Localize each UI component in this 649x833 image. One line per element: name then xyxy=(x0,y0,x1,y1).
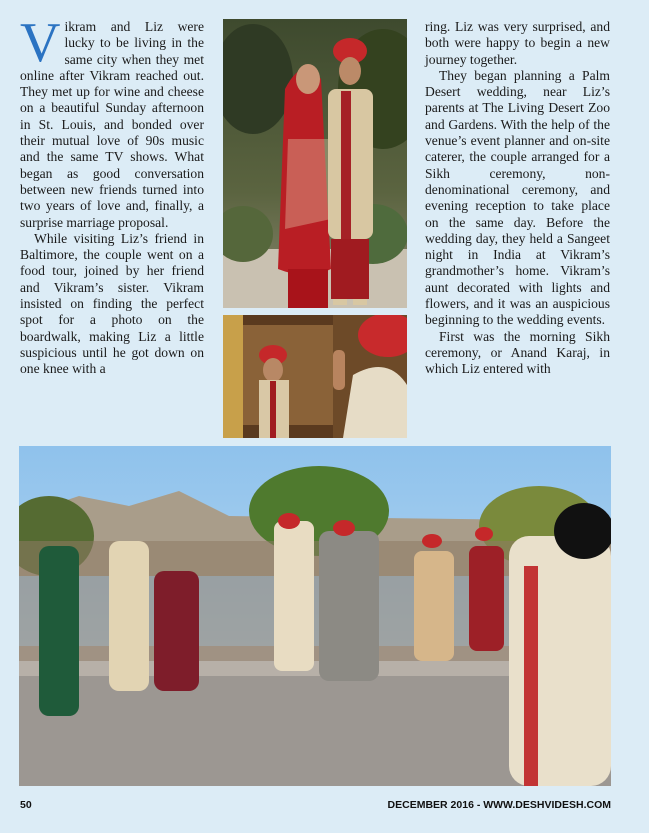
issue-and-website: DECEMBER 2016 - WWW.DESHVIDESH.COM xyxy=(387,799,611,811)
article-paragraph: ring. Liz was very surprised, and both were happy to begin a new journey together. xyxy=(425,19,610,67)
article-paragraph: While visiting Liz’s friend in Baltimore, the couple went on a food tour, joined by her friend and Vikram’s sister. Vikram insisted on finding the perfect spot for a photo on the boardwalk, making Liz a little suspicious until he got down on one knee with a xyxy=(20,230,204,377)
article-column-left xyxy=(20,12,204,378)
couple-portrait-photo xyxy=(223,19,407,308)
groom-photo xyxy=(223,315,407,438)
article-paragraph xyxy=(20,12,204,231)
article-paragraph: They began planning a Palm Desert wedding, near Liz’s parents at The Living Desert Zoo and Gardens. With the help of the venue’s event planner and on-site caterer, the couple arranged for a Sikh ceremony, non-denominational ceremony, and evening reception to take place on the same day. Before the wedding day, they held a Sangeet night in India at Vikram’s grandmother’s home. Vikram’s aunt decorated with lights and flowers, and it was an auspicious beginning to the wedding events. xyxy=(425,67,610,328)
baraat-dance-photo xyxy=(19,446,611,786)
article-paragraph: First was the morning Sikh ceremony, or Anand Karaj, in which Liz entered with xyxy=(425,328,610,377)
drop-cap: V xyxy=(20,12,61,74)
paragraph-text: ikram and Liz were lucky to be living in the same city when they met online after Vikram reached out. They met up for wine and cheese on a beautiful Sunday afternoon in St. Louis, and bonded over their mutual love of 90s music and the same TV shows. What began as good conversation between new friends turned into two years of love and, finally, a surprise marriage proposal. xyxy=(20,19,204,230)
page-number: 50 xyxy=(20,799,32,811)
article-column-right xyxy=(425,19,610,378)
